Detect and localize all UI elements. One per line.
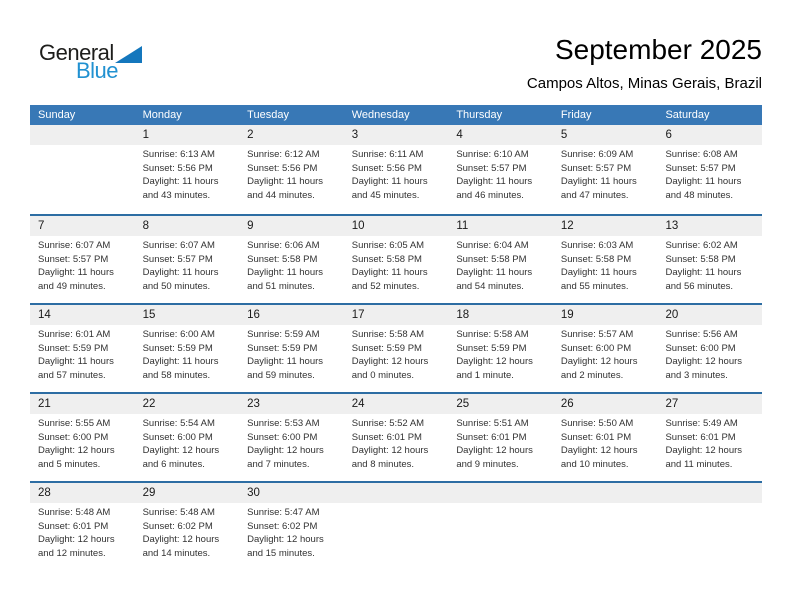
daylight-text-line2: and 46 minutes. bbox=[456, 189, 524, 201]
daylight-text-line2: and 50 minutes. bbox=[142, 280, 211, 292]
daylight-text-line1: Daylight: 12 hours bbox=[456, 356, 533, 368]
daylight-text-line1: Daylight: 11 hours bbox=[142, 267, 219, 279]
daylight-text-line2: and 45 minutes. bbox=[351, 189, 420, 201]
day-cell-18 bbox=[448, 305, 553, 392]
calendar-table bbox=[30, 105, 762, 570]
day-details bbox=[135, 503, 240, 560]
sunrise-text: Sunrise: 5:53 AM bbox=[247, 418, 320, 429]
day-cell-2 bbox=[239, 125, 344, 214]
sunrise-text: Sunrise: 5:50 AM bbox=[560, 418, 634, 429]
daylight-text-line1: Daylight: 11 hours bbox=[665, 267, 742, 279]
day-number bbox=[30, 125, 135, 145]
day-cell-4 bbox=[448, 125, 553, 214]
weekday-header-sunday: Sunday bbox=[38, 109, 76, 121]
sunset-text: Sunset: 5:58 PM bbox=[665, 253, 736, 265]
daylight-text-line1: Daylight: 12 hours bbox=[665, 356, 743, 368]
day-number: 22 bbox=[135, 394, 240, 414]
daylight-text-line1: Daylight: 12 hours bbox=[247, 534, 324, 546]
day-cell-11 bbox=[448, 216, 553, 303]
general-blue-logo bbox=[39, 42, 142, 81]
day-details bbox=[30, 145, 135, 148]
day-details bbox=[553, 145, 658, 202]
day-cell-14 bbox=[30, 305, 135, 392]
day-details bbox=[657, 236, 762, 293]
sunrise-text: Sunrise: 5:49 AM bbox=[665, 418, 738, 429]
weekday-header-tuesday: Tuesday bbox=[247, 109, 289, 121]
daylight-text-line2: and 11 minutes. bbox=[665, 458, 733, 470]
day-number: 4 bbox=[448, 125, 553, 145]
daylight-text-line2: and 15 minutes. bbox=[247, 547, 315, 559]
sunrise-text: Sunrise: 6:07 AM bbox=[142, 240, 215, 251]
daylight-text-line1: Daylight: 11 hours bbox=[142, 356, 219, 368]
daylight-text-line2: and 7 minutes. bbox=[247, 458, 310, 470]
day-number: 19 bbox=[553, 305, 658, 325]
sunrise-text: Sunrise: 6:11 AM bbox=[351, 149, 424, 160]
daylight-text-line2: and 57 minutes. bbox=[38, 369, 106, 381]
daylight-text-line2: and 2 minutes. bbox=[560, 369, 624, 381]
day-number: 20 bbox=[657, 305, 762, 325]
sunrise-text: Sunrise: 5:58 AM bbox=[351, 329, 425, 340]
sunset-text: Sunset: 5:56 PM bbox=[247, 162, 318, 174]
sunrise-text: Sunrise: 6:06 AM bbox=[247, 240, 320, 251]
sunrise-text: Sunrise: 6:05 AM bbox=[351, 240, 425, 251]
day-number: 6 bbox=[657, 125, 762, 145]
day-details bbox=[448, 145, 553, 202]
sunset-text: Sunset: 5:59 PM bbox=[351, 342, 422, 354]
sunrise-text: Sunrise: 6:13 AM bbox=[142, 149, 215, 160]
sunrise-text: Sunrise: 5:55 AM bbox=[38, 418, 111, 429]
sunrise-text: Sunrise: 5:48 AM bbox=[38, 507, 111, 518]
logo-text-blue: Blue bbox=[76, 58, 119, 83]
daylight-text-line1: Daylight: 12 hours bbox=[247, 445, 324, 457]
daylight-text-line1: Daylight: 11 hours bbox=[560, 176, 637, 188]
day-details bbox=[553, 503, 658, 506]
daylight-text-line1: Daylight: 12 hours bbox=[351, 445, 429, 457]
day-details bbox=[448, 414, 553, 471]
day-cell-15 bbox=[135, 305, 240, 392]
day-number: 27 bbox=[657, 394, 762, 414]
day-details bbox=[239, 145, 344, 202]
day-cell-13 bbox=[657, 216, 762, 303]
daylight-text-line2: and 1 minute. bbox=[456, 369, 514, 381]
day-details bbox=[344, 414, 449, 471]
day-details bbox=[344, 503, 449, 506]
day-cell-12 bbox=[553, 216, 658, 303]
day-details bbox=[239, 236, 344, 293]
daylight-text-line1: Daylight: 12 hours bbox=[560, 356, 638, 368]
sunset-text: Sunset: 6:00 PM bbox=[142, 431, 213, 443]
day-cell-25 bbox=[448, 394, 553, 481]
week-row-5 bbox=[30, 481, 762, 570]
day-number: 28 bbox=[30, 483, 135, 503]
day-details bbox=[344, 236, 449, 293]
week-row-4 bbox=[30, 392, 762, 481]
sunset-text: Sunset: 5:59 PM bbox=[247, 342, 318, 354]
day-cell-8 bbox=[135, 216, 240, 303]
weekday-header-wednesday: Wednesday bbox=[351, 109, 410, 121]
daylight-text-line1: Daylight: 11 hours bbox=[247, 176, 324, 188]
daylight-text-line2: and 51 minutes. bbox=[247, 280, 315, 292]
daylight-text-line2: and 52 minutes. bbox=[351, 280, 420, 292]
day-number: 1 bbox=[135, 125, 240, 145]
daylight-text-line1: Daylight: 12 hours bbox=[142, 534, 220, 546]
daylight-text-line1: Daylight: 12 hours bbox=[351, 356, 429, 368]
logo-triangle-icon bbox=[115, 46, 142, 63]
calendar-grid bbox=[30, 125, 762, 570]
day-cell-10 bbox=[344, 216, 449, 303]
sunset-text: Sunset: 5:57 PM bbox=[38, 253, 109, 265]
day-cell-20 bbox=[657, 305, 762, 392]
daylight-text-line2: and 9 minutes. bbox=[456, 458, 519, 470]
page-title: September 2025 bbox=[554, 34, 762, 65]
sunrise-text: Sunrise: 5:54 AM bbox=[142, 418, 215, 429]
day-cell-7 bbox=[30, 216, 135, 303]
weekday-header-friday: Friday bbox=[560, 109, 592, 121]
daylight-text-line2: and 8 minutes. bbox=[351, 458, 415, 470]
sunset-text: Sunset: 5:57 PM bbox=[456, 162, 527, 174]
daylight-text-line2: and 6 minutes. bbox=[142, 458, 205, 470]
daylight-text-line2: and 5 minutes. bbox=[38, 458, 101, 470]
daylight-text-line2: and 48 minutes. bbox=[665, 189, 734, 201]
sunset-text: Sunset: 6:02 PM bbox=[247, 520, 318, 532]
sunrise-text: Sunrise: 6:09 AM bbox=[560, 149, 634, 160]
daylight-text-line2: and 0 minutes. bbox=[351, 369, 415, 381]
daylight-text-line1: Daylight: 12 hours bbox=[456, 445, 533, 457]
daylight-text-line1: Daylight: 11 hours bbox=[560, 267, 637, 279]
sunset-text: Sunset: 5:58 PM bbox=[247, 253, 318, 265]
page-subtitle: Campos Altos, Minas Gerais, Brazil bbox=[526, 75, 762, 92]
day-number: 2 bbox=[239, 125, 344, 145]
day-cell-5 bbox=[553, 125, 658, 214]
day-cell-9 bbox=[239, 216, 344, 303]
sunrise-text: Sunrise: 6:12 AM bbox=[247, 149, 320, 160]
daylight-text-line2: and 44 minutes. bbox=[247, 189, 315, 201]
day-number bbox=[448, 483, 553, 503]
day-number: 13 bbox=[657, 216, 762, 236]
day-cell-1 bbox=[135, 125, 240, 214]
day-cell-17 bbox=[344, 305, 449, 392]
day-details bbox=[657, 145, 762, 202]
day-cell-30 bbox=[239, 483, 344, 570]
weekday-header-monday: Monday bbox=[142, 109, 182, 121]
day-number: 8 bbox=[135, 216, 240, 236]
daylight-text-line2: and 49 minutes. bbox=[38, 280, 106, 292]
day-cell-empty bbox=[448, 483, 553, 570]
day-number: 12 bbox=[553, 216, 658, 236]
day-details bbox=[553, 325, 658, 382]
daylight-text-line1: Daylight: 11 hours bbox=[456, 176, 533, 188]
sunrise-text: Sunrise: 6:08 AM bbox=[665, 149, 738, 160]
day-details bbox=[448, 325, 553, 382]
day-details bbox=[553, 414, 658, 471]
day-details bbox=[657, 414, 762, 471]
day-details bbox=[553, 236, 658, 293]
sunset-text: Sunset: 6:00 PM bbox=[560, 342, 632, 354]
sunset-text: Sunset: 6:01 PM bbox=[560, 431, 632, 443]
day-number: 21 bbox=[30, 394, 135, 414]
day-cell-16 bbox=[239, 305, 344, 392]
sunset-text: Sunset: 6:02 PM bbox=[142, 520, 213, 532]
day-cell-22 bbox=[135, 394, 240, 481]
day-cell-19 bbox=[553, 305, 658, 392]
day-details bbox=[135, 325, 240, 382]
day-number: 30 bbox=[239, 483, 344, 503]
sunset-text: Sunset: 5:56 PM bbox=[142, 162, 213, 174]
day-details bbox=[30, 236, 135, 293]
daylight-text-line1: Daylight: 12 hours bbox=[142, 445, 220, 457]
day-details bbox=[30, 414, 135, 471]
day-details bbox=[239, 414, 344, 471]
day-details bbox=[448, 503, 553, 506]
daylight-text-line2: and 3 minutes. bbox=[665, 369, 728, 381]
daylight-text-line1: Daylight: 11 hours bbox=[665, 176, 742, 188]
daylight-text-line1: Daylight: 12 hours bbox=[38, 445, 115, 457]
sunset-text: Sunset: 6:00 PM bbox=[38, 431, 109, 443]
daylight-text-line2: and 58 minutes. bbox=[142, 369, 211, 381]
day-cell-23 bbox=[239, 394, 344, 481]
sunset-text: Sunset: 5:58 PM bbox=[456, 253, 527, 265]
sunset-text: Sunset: 6:01 PM bbox=[38, 520, 109, 532]
sunrise-text: Sunrise: 6:00 AM bbox=[142, 329, 215, 340]
day-number: 25 bbox=[448, 394, 553, 414]
logo-text-general: General bbox=[39, 40, 114, 65]
sunrise-text: Sunrise: 5:51 AM bbox=[456, 418, 529, 429]
sunrise-text: Sunrise: 6:03 AM bbox=[560, 240, 634, 251]
daylight-text-line2: and 43 minutes. bbox=[142, 189, 211, 201]
day-cell-3 bbox=[344, 125, 449, 214]
sunrise-text: Sunrise: 5:59 AM bbox=[247, 329, 320, 340]
day-cell-empty bbox=[344, 483, 449, 570]
day-number bbox=[344, 483, 449, 503]
weekday-header-row bbox=[30, 105, 762, 125]
week-row-1 bbox=[30, 125, 762, 214]
sunrise-text: Sunrise: 6:04 AM bbox=[456, 240, 529, 251]
day-cell-empty bbox=[30, 125, 135, 214]
sunrise-text: Sunrise: 5:48 AM bbox=[142, 507, 215, 518]
sunset-text: Sunset: 5:56 PM bbox=[351, 162, 422, 174]
day-number: 10 bbox=[344, 216, 449, 236]
day-number: 29 bbox=[135, 483, 240, 503]
day-details bbox=[30, 503, 135, 560]
weekday-header-thursday: Thursday bbox=[456, 109, 503, 121]
daylight-text-line1: Daylight: 11 hours bbox=[351, 176, 428, 188]
sunset-text: Sunset: 5:59 PM bbox=[142, 342, 213, 354]
day-number: 7 bbox=[30, 216, 135, 236]
daylight-text-line2: and 47 minutes. bbox=[560, 189, 629, 201]
daylight-text-line2: and 54 minutes. bbox=[456, 280, 524, 292]
sunset-text: Sunset: 5:59 PM bbox=[456, 342, 527, 354]
daylight-text-line1: Daylight: 11 hours bbox=[247, 267, 324, 279]
title-block bbox=[527, 34, 762, 93]
day-cell-empty bbox=[553, 483, 658, 570]
day-number: 23 bbox=[239, 394, 344, 414]
week-row-3 bbox=[30, 303, 762, 392]
day-number: 3 bbox=[344, 125, 449, 145]
daylight-text-line2: and 10 minutes. bbox=[560, 458, 629, 470]
sunrise-text: Sunrise: 5:57 AM bbox=[560, 329, 634, 340]
day-details bbox=[448, 236, 553, 293]
day-number: 11 bbox=[448, 216, 553, 236]
sunset-text: Sunset: 5:57 PM bbox=[560, 162, 632, 174]
day-cell-28 bbox=[30, 483, 135, 570]
sunset-text: Sunset: 5:59 PM bbox=[38, 342, 109, 354]
day-number: 26 bbox=[553, 394, 658, 414]
sunset-text: Sunset: 6:00 PM bbox=[665, 342, 736, 354]
sunrise-text: Sunrise: 6:01 AM bbox=[38, 329, 111, 340]
day-number: 16 bbox=[239, 305, 344, 325]
day-number: 14 bbox=[30, 305, 135, 325]
week-row-2 bbox=[30, 214, 762, 303]
day-number: 18 bbox=[448, 305, 553, 325]
daylight-text-line1: Daylight: 11 hours bbox=[456, 267, 533, 279]
day-number: 15 bbox=[135, 305, 240, 325]
daylight-text-line2: and 55 minutes. bbox=[560, 280, 629, 292]
daylight-text-line2: and 59 minutes. bbox=[247, 369, 315, 381]
day-details bbox=[239, 503, 344, 560]
sunrise-text: Sunrise: 6:10 AM bbox=[456, 149, 529, 160]
day-details bbox=[135, 145, 240, 202]
day-details bbox=[135, 414, 240, 471]
daylight-text-line1: Daylight: 12 hours bbox=[665, 445, 743, 457]
daylight-text-line1: Daylight: 11 hours bbox=[247, 356, 324, 368]
day-number bbox=[657, 483, 762, 503]
sunrise-text: Sunrise: 5:52 AM bbox=[351, 418, 425, 429]
day-cell-27 bbox=[657, 394, 762, 481]
day-number: 17 bbox=[344, 305, 449, 325]
day-cell-29 bbox=[135, 483, 240, 570]
sunset-text: Sunset: 5:58 PM bbox=[351, 253, 422, 265]
daylight-text-line2: and 14 minutes. bbox=[142, 547, 211, 559]
sunset-text: Sunset: 6:01 PM bbox=[665, 431, 736, 443]
daylight-text-line1: Daylight: 12 hours bbox=[560, 445, 638, 457]
day-details bbox=[657, 503, 762, 506]
day-cell-26 bbox=[553, 394, 658, 481]
day-number: 5 bbox=[553, 125, 658, 145]
weekday-header-saturday: Saturday bbox=[665, 109, 710, 121]
sunrise-text: Sunrise: 5:47 AM bbox=[247, 507, 320, 518]
day-details bbox=[344, 145, 449, 202]
sunrise-text: Sunrise: 5:56 AM bbox=[665, 329, 738, 340]
sunrise-text: Sunrise: 6:02 AM bbox=[665, 240, 738, 251]
sunset-text: Sunset: 5:57 PM bbox=[665, 162, 736, 174]
day-details bbox=[239, 325, 344, 382]
day-details bbox=[344, 325, 449, 382]
daylight-text-line1: Daylight: 11 hours bbox=[38, 267, 114, 279]
day-details bbox=[30, 325, 135, 382]
day-details bbox=[657, 325, 762, 382]
daylight-text-line1: Daylight: 11 hours bbox=[38, 356, 114, 368]
daylight-text-line2: and 56 minutes. bbox=[665, 280, 734, 292]
sunset-text: Sunset: 6:01 PM bbox=[351, 431, 422, 443]
sunset-text: Sunset: 6:01 PM bbox=[456, 431, 527, 443]
sunrise-text: Sunrise: 5:58 AM bbox=[456, 329, 529, 340]
daylight-text-line1: Daylight: 11 hours bbox=[142, 176, 219, 188]
day-cell-empty bbox=[657, 483, 762, 570]
sunset-text: Sunset: 5:58 PM bbox=[560, 253, 632, 265]
day-number bbox=[553, 483, 658, 503]
day-cell-24 bbox=[344, 394, 449, 481]
sunset-text: Sunset: 6:00 PM bbox=[247, 431, 318, 443]
daylight-text-line2: and 12 minutes. bbox=[38, 547, 106, 559]
day-cell-21 bbox=[30, 394, 135, 481]
day-number: 24 bbox=[344, 394, 449, 414]
day-number: 9 bbox=[239, 216, 344, 236]
sunrise-text: Sunrise: 6:07 AM bbox=[38, 240, 111, 251]
daylight-text-line1: Daylight: 12 hours bbox=[38, 534, 115, 546]
sunset-text: Sunset: 5:57 PM bbox=[142, 253, 213, 265]
day-details bbox=[135, 236, 240, 293]
day-cell-6 bbox=[657, 125, 762, 214]
daylight-text-line1: Daylight: 11 hours bbox=[351, 267, 428, 279]
